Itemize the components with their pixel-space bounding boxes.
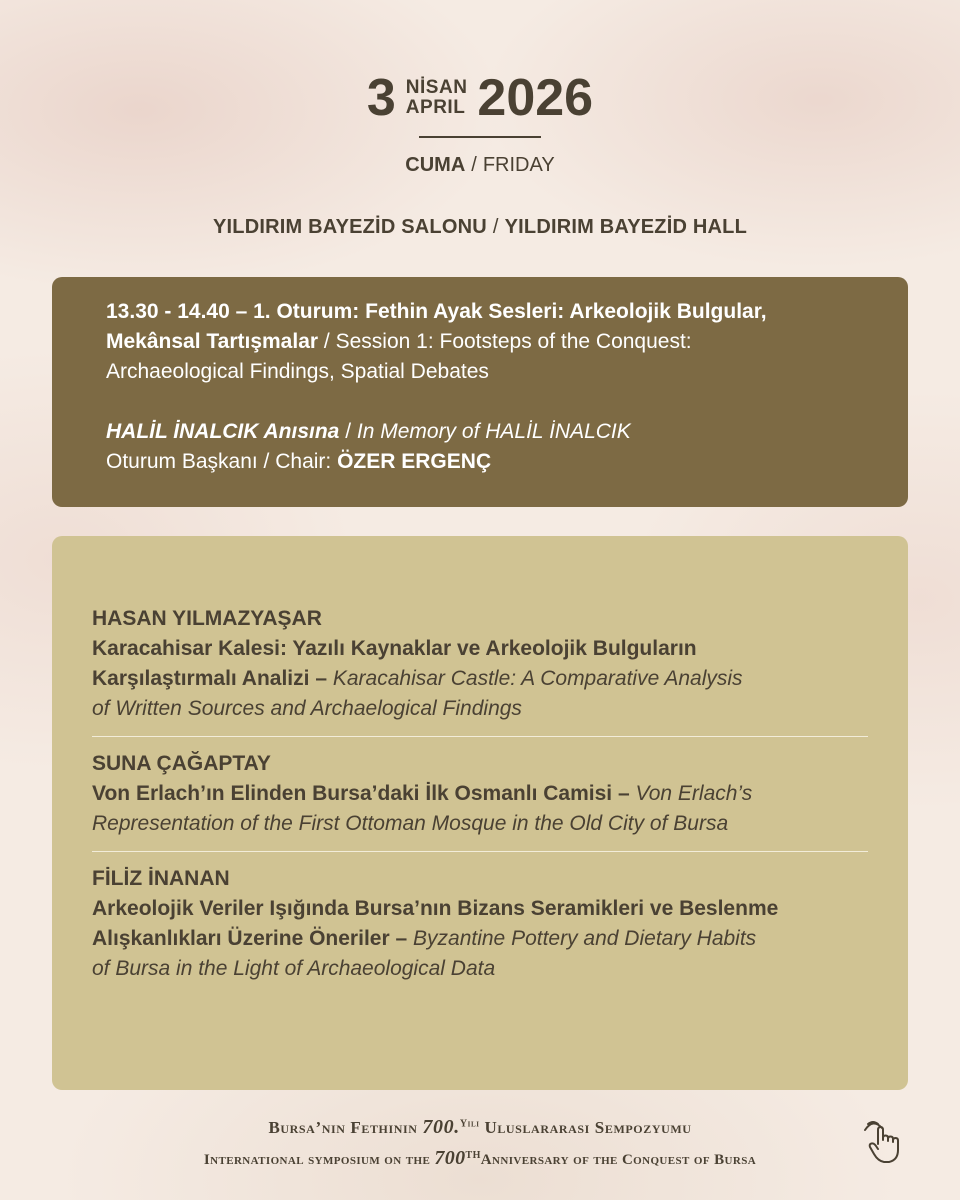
paper-item [92,851,868,996]
footer-en-a: International symposium on the [203,1152,431,1168]
paper-title-en-line2: Representation of the First Ottoman Mosque in the Old City of Bursa [92,812,729,835]
paper-author: SUNA ÇAĞAPTAY [92,752,271,775]
weekday-tr: CUMA [405,154,466,176]
footer-line-tr [0,1116,960,1139]
paper-title-tr-line2: Alışkanlıkları Üzerine Öneriler [92,927,390,950]
paper-item [92,604,868,736]
paper-title-dash: – [395,927,408,950]
paper-title-en-line1: Karacahisar Castle: A Comparative Analysis [332,667,743,690]
weekday-separator: / [471,154,477,176]
paper-title-tr-line2: Karşılaştırmalı Analizi [92,667,310,690]
paper-title-dash: – [315,667,328,690]
paper-title-tr-line1: Von Erlach’ın Elinden Bursa’daki İlk Osmanlı Camisi [92,782,613,805]
footer-tr-b: Uluslararası Sempozyumu [484,1118,692,1137]
month-en: APRIL [405,97,466,118]
month-tr: NİSAN [405,77,468,99]
footer-en-b: Anniversary of the Conquest of Bursa [480,1152,757,1168]
footer-tr-number: 700. [422,1116,460,1138]
hall-name [0,216,960,239]
paper-title-en-line1: Byzantine Pottery and Dietary Habits [413,927,757,950]
session-memory-en: In Memory of HALİL İNALCIK [356,420,631,443]
footer-tr-a: Bursa’nın Fethinin [268,1118,418,1137]
hall-separator: / [492,216,499,238]
date-month [406,78,468,118]
session-memory-separator: / [345,420,352,443]
event-date-header [0,69,960,177]
session-memory [106,417,878,447]
paper-title-en-line2: of Written Sources and Archaelogical Findings [92,697,522,720]
date-day: 3 [366,69,396,127]
session-title-en-line1: Session 1: Footsteps of the Conquest: [335,330,692,353]
session-info-box [52,277,908,507]
session-chair [106,447,878,477]
paper-title [92,894,868,984]
session-title-separator: / [323,330,330,353]
paper-title-en-line1: Von Erlach’s [635,782,753,805]
footer-en-sup: TH [465,1150,481,1161]
session-title-tr-line1: 13.30 - 14.40 – 1. Oturum: Fethin Ayak Sesleri: Arkeolojik Bulgular, [106,300,767,323]
symposium-footer [0,1116,960,1170]
papers-list [52,536,908,1090]
session-title-en-line2: Archaeological Findings, Spatial Debates [106,360,489,383]
paper-title [92,779,868,839]
footer-line-en [0,1147,960,1170]
session-title-tr-line2: Mekânsal Tartışmalar [106,330,319,353]
paper-author: FİLİZ İNANAN [92,867,230,890]
paper-author: HASAN YILMAZYAŞAR [92,607,322,630]
hand-tap-icon [862,1118,910,1166]
paper-title-dash: – [617,782,630,805]
weekday [0,154,960,177]
footer-tr-sup: Yılı [459,1118,480,1130]
paper-item [92,736,868,851]
date-year: 2026 [477,69,594,127]
hall-tr: YILDIRIM BAYEZİD SALONU [212,216,487,238]
date-divider [419,136,541,138]
paper-title-tr-line1: Karacahisar Kalesi: Yazılı Kaynaklar ve Arkeolojik Bulguların [92,637,697,660]
footer-en-number: 700 [434,1147,466,1169]
paper-title-tr-line1: Arkeolojik Veriler Işığında Bursa’nın Bizans Seramikleri ve Beslenme [92,897,779,920]
session-chair-label: Oturum Başkanı / Chair: [106,450,332,473]
session-title [106,297,878,387]
weekday-en: FRIDAY [482,154,555,176]
date-line [0,69,960,127]
session-memory-tr: HALİL İNALCIK Anısına [106,420,340,443]
paper-title-en-line2: of Bursa in the Light of Archaeological Data [92,957,496,980]
session-chair-name: ÖZER ERGENÇ [337,450,492,473]
paper-title [92,634,868,724]
hall-en: YILDIRIM BAYEZİD HALL [504,216,747,238]
